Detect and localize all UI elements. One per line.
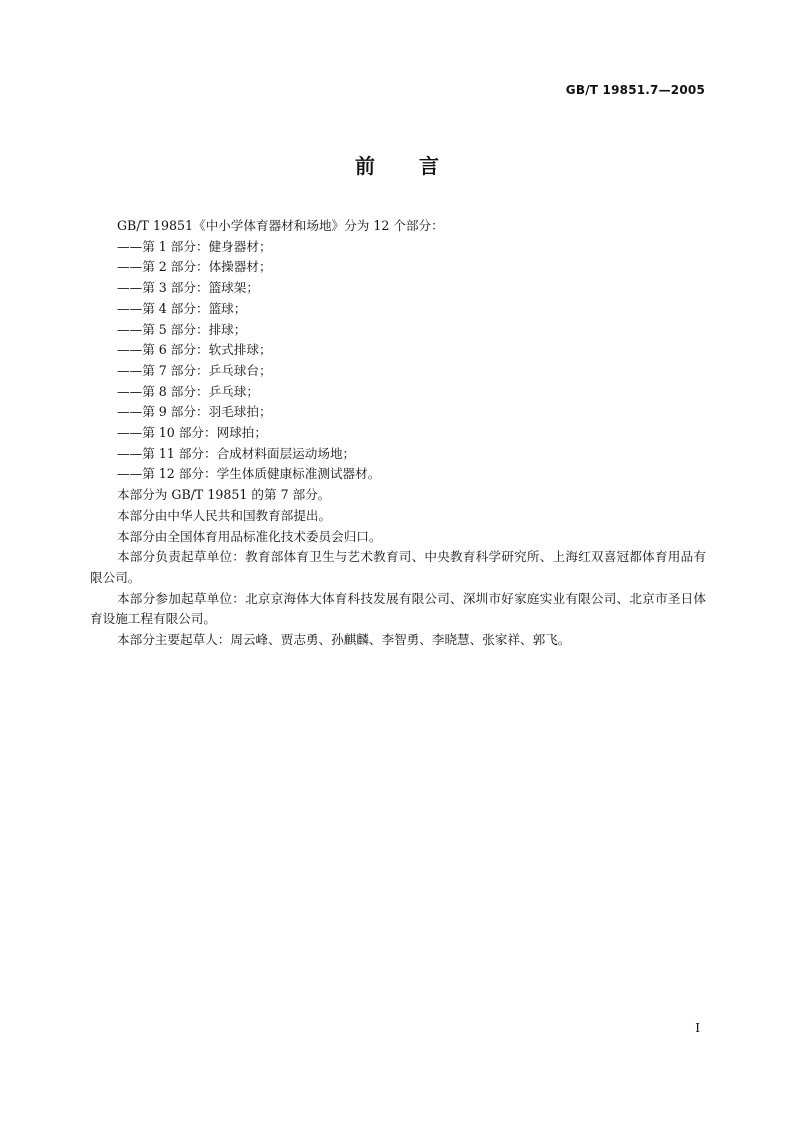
body-text (90, 216, 706, 651)
list-item: ——第 8 部分：乒乓球； (117, 383, 259, 399)
list-item: ——第 10 部分：网球拍； (117, 425, 267, 441)
page-number: I (695, 1021, 700, 1035)
list-item: ——第 9 部分：羽毛球拍； (117, 404, 272, 420)
list-item: ——第 4 部分：篮球； (117, 300, 247, 316)
paragraph: 本部分为 GB/T 19851 的第 7 部分。 (117, 487, 331, 503)
list-item: ——第 5 部分：排球； (117, 321, 247, 337)
standard-number: GB/T 19851.7—2005 (565, 83, 705, 97)
list-item: ——第 6 部分：软式排球； (117, 342, 272, 358)
paragraph: 本部分由中华人民共和国教育部提出。 (117, 507, 332, 523)
list-item: ——第 1 部分：健身器材； (117, 238, 272, 254)
page-title: 前言 (355, 154, 483, 178)
list-item: ——第 11 部分：合成材料面层运动场地； (117, 445, 356, 461)
list-item: ——第 3 部分：篮球架； (117, 280, 259, 296)
list-item: ——第 12 部分：学生体质健康标准测试器材。 (117, 466, 381, 482)
paragraph: 本部分主要起草人：周云峰、贾志勇、孙麒麟、李智勇、李晓慧、张家祥、郭飞。 (117, 632, 571, 648)
paragraph: 本部分参加起草单位：北京京海体大体育科技发展有限公司、深圳市好家庭实业有限公司、北京市圣日体育设施工程有限公司。 (90, 590, 706, 627)
list-item: ——第 7 部分：乒乓球台； (117, 362, 272, 378)
list-item: ——第 2 部分：体操器材； (117, 259, 272, 275)
paragraph: 本部分负责起草单位：教育部体育卫生与艺术教育司、中央教育科学研究所、上海红双喜冠都体育用品有限公司。 (90, 549, 706, 585)
paragraph: 本部分由全国体育用品标准化技术委员会归口。 (117, 528, 382, 544)
paragraph: GB/T 19851《中小学体育器材和场地》分为 12 个部分： (117, 218, 444, 233)
